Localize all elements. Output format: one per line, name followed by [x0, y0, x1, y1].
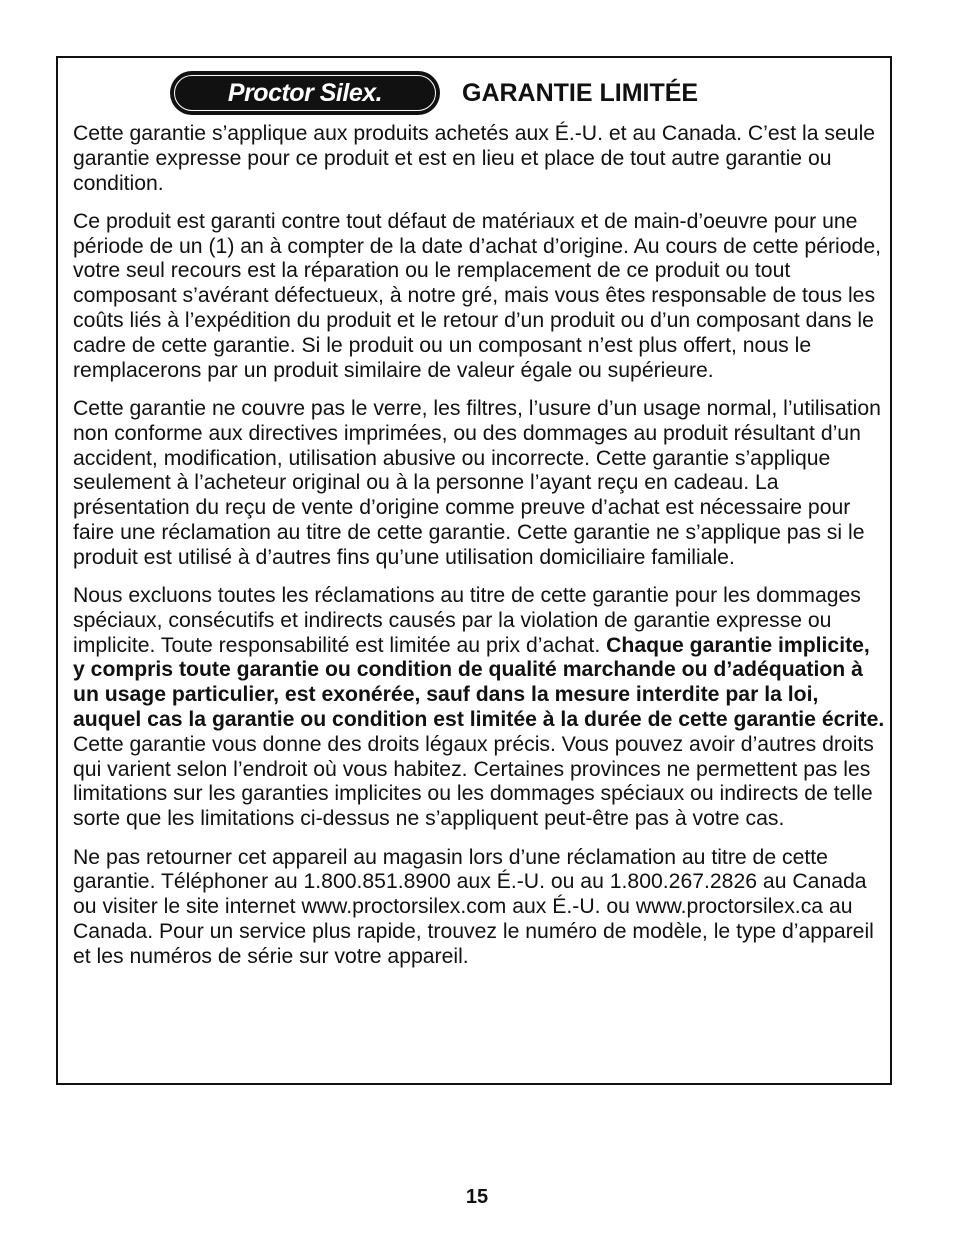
liability-text-end: Cette garantie vous donne des droits légaux précis. Vous pouvez avoir d’autres droits qui varient selon l’endroit où vous habitez. Certaines provinces ne permettent pas les limitations sur les garanties implicites ou les dommages spéciaux ou indirects de telle sorte que les limitations ci-dessus ne s’appliquent peut-être pas à votre cas. [73, 732, 874, 831]
paragraph-liability [73, 584, 885, 832]
liability-bold-clause: Chaque garantie implicite, y compris toute garantie ou condition de qualité marchande ou d’adéquation à un usage particulier, est exonérée, sauf dans la mesure interdite par la loi, auquel cas la garantie ou condition est limitée à la durée de cette garantie écrite. [73, 633, 885, 732]
liability-text-start: Nous excluons toutes les réclamations au titre de cette garantie pour les dommages spéciaux, consécutifs et indirects causés par la violation de garantie expresse ou implicite. Toute responsabilité est limitée au prix d’achat. [73, 584, 861, 657]
brand-logo [170, 71, 440, 115]
paragraph-warranty-terms: Ce produit est garanti contre tout défaut de matériaux et de main-d’oeuvre pour une période de un (1) an à compter de la date d’achat d’origine. Au cours de cette période, votre seul recours est la réparation ou le remplacement de ce produit ou tout composant s’avérant défectueux, à notre gré, mais vous êtes responsable de tous les coûts liés à l’expédition du produit et le retour d’un produit ou d’un composant dans le cadre de cette garantie. Si le produit ou un composant n’est plus offert, nous le remplacerons par un produit similaire de valeur égale ou supérieure. [73, 209, 882, 382]
warranty-body [73, 122, 885, 983]
warranty-box [56, 56, 892, 1085]
warranty-header [170, 70, 698, 116]
brand-logo-text: Proctor Silex. [227, 78, 383, 107]
page-title: GARANTIE LIMITÉE [462, 78, 699, 107]
brand-logo-border [174, 75, 436, 111]
page-number: 15 [465, 1186, 489, 1208]
paragraph-service-contact: Ne pas retourner cet appareil au magasin lors d’une réclamation au titre de cette garantie. Téléphoner au 1.800.851.8900 aux É.-U. ou au 1.800.267.2826 au Canada ou visiter le site internet www.proctorsilex.com aux É.-U. ou www.proctorsilex.ca au Canada. Pour un service plus rapide, trouvez le numéro de modèle, le type d’appareil et les numéros de série sur votre appareil. [73, 845, 874, 968]
paragraph-exclusions: Cette garantie ne couvre pas le verre, les filtres, l’usure d’un usage normal, l’utilisation non conforme aux directives imprimées, ou des dommages au produit résultant d’un accident, modification, utilisation abusive ou incorrecte. Cette garantie s’applique seulement à l’acheteur original ou à la personne l’ayant reçu en cadeau. La présentation du reçu de vente d’origine comme preuve d’achat est nécessaire pour faire une réclamation au titre de cette garantie. Cette garantie ne s’applique pas si le produit est utilisé à d’autres fins qu’une utilisation domiciliaire familiale. [73, 396, 881, 569]
paragraph-coverage-scope: Cette garantie s’applique aux produits achetés aux É.-U. et au Canada. C’est la seule garantie expresse pour ce produit et est en lieu et place de tout autre garantie ou condition. [73, 122, 876, 195]
